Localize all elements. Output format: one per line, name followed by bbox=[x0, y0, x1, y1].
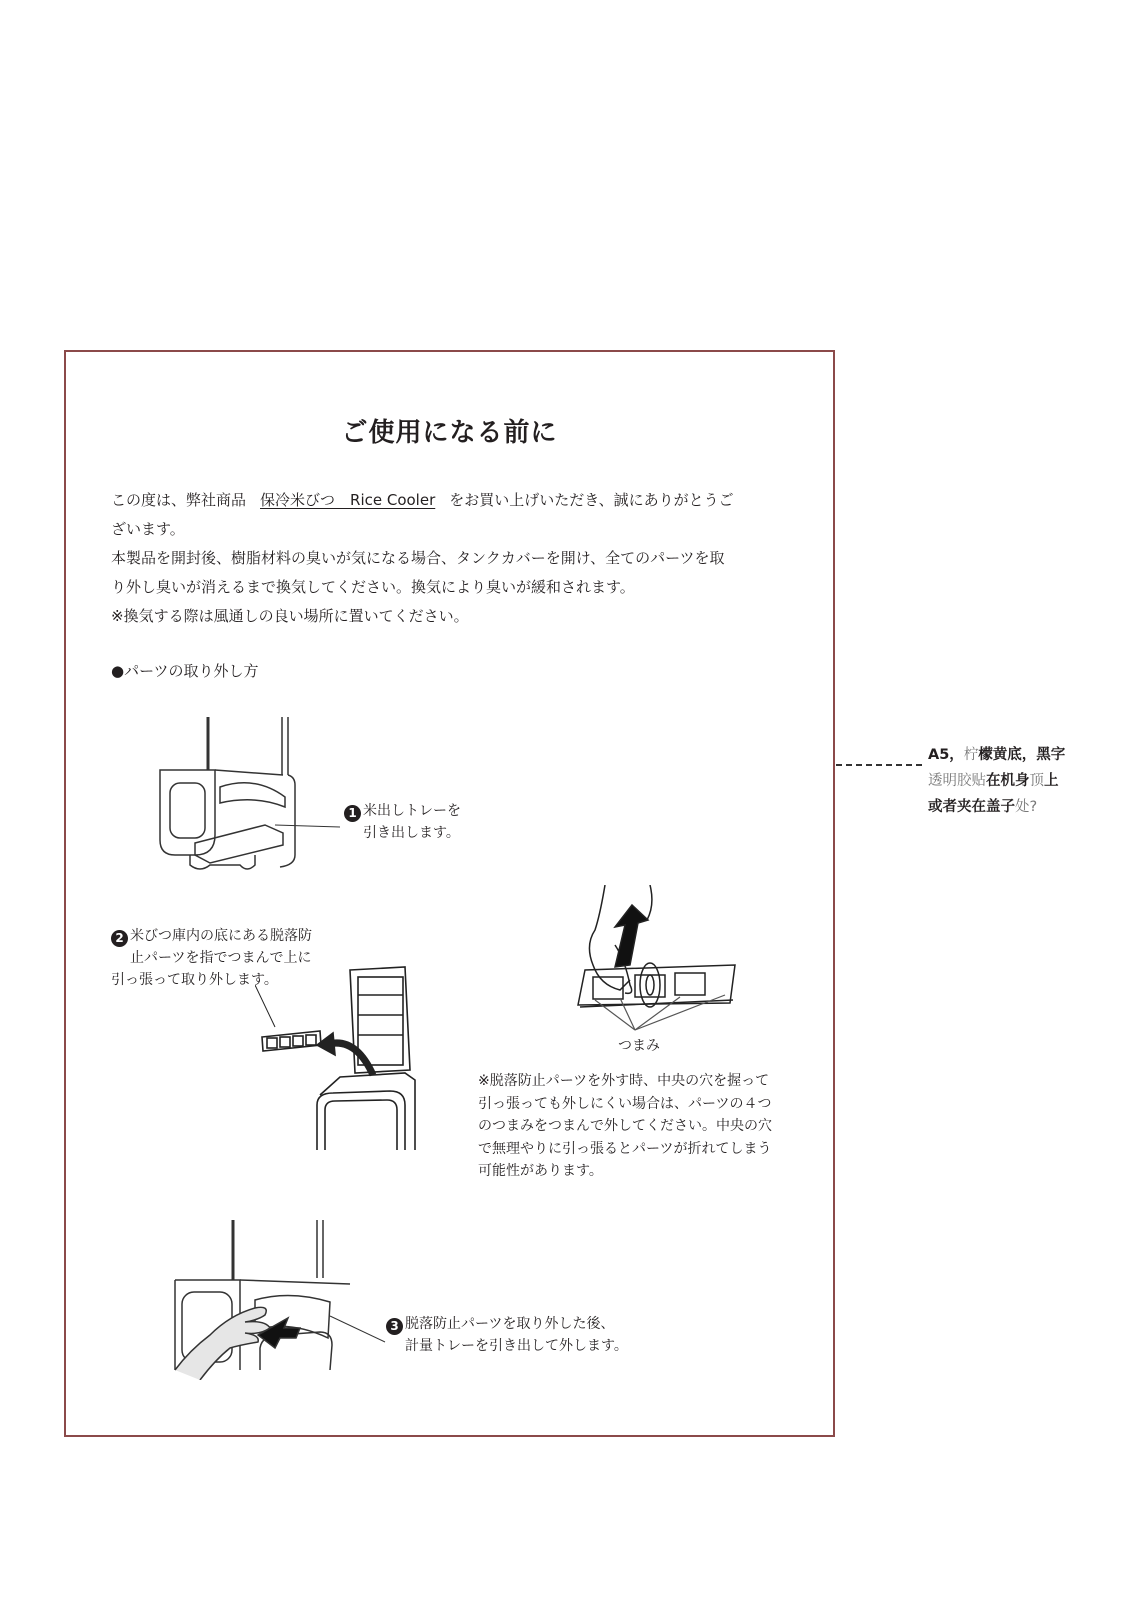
step-number-badge: 1 bbox=[344, 805, 361, 822]
hand-pulling-part-icon bbox=[575, 885, 745, 1035]
intro-line-5: ※換気する際は風通しの良い場所に置いてください。 bbox=[111, 607, 469, 625]
rice-dispenser-tray-icon bbox=[155, 715, 355, 875]
page-title: ご使用になる前に bbox=[341, 418, 558, 448]
intro-line-3: 本製品を開封後、樹脂材料の臭いが気になる場合、タンクカバーを開け、全てのパーツを取 bbox=[111, 549, 725, 567]
intro-line-1: この度は、弊社商品 保冷米びつ Rice Cooler をお買い上げいただき、誠にありがとうご bbox=[111, 491, 734, 509]
step-2: 2 米びつ庫内の底にある脱落防 止パーツを指でつまんで上に 引っ張って取り外します。 bbox=[111, 928, 312, 988]
rice-cooler-open-lid-icon bbox=[255, 965, 425, 1150]
hand-pulling-measuring-tray-icon bbox=[170, 1220, 390, 1380]
intro-line-4: り外し臭いが消えるまで換気してください。換気により臭いが緩和されます。 bbox=[111, 578, 635, 596]
annotation-leader-line bbox=[836, 764, 922, 766]
section-heading: ●パーツの取り外し方 bbox=[111, 662, 259, 680]
product-name: 保冷米びつ Rice Cooler bbox=[260, 491, 436, 509]
caution-note: ※脱落防止パーツを外す時、中央の穴を握って 引っ張っても外しにくい場合は、パーツの４つ のつまみをつまんで外してください。中央の穴 で無理やりに引っ張るとパーツが折れてしまう 可能性があります。 bbox=[478, 1073, 772, 1179]
side-annotation: A5，柠檬黄底，黑字 透明胶贴在机身顶上 或者夹在盖子处? bbox=[928, 747, 1066, 815]
step-number-badge: 3 bbox=[386, 1318, 403, 1335]
step-1: 1 米出しトレーを 引き出します。 bbox=[344, 800, 461, 844]
intro-line-2: ざいます。 bbox=[111, 520, 185, 538]
step-3: 3 脱落防止パーツを取り外した後、 計量トレーを引き出して外します。 bbox=[386, 1313, 628, 1357]
tsumami-caption: つまみ bbox=[618, 1038, 660, 1054]
intro-text bbox=[111, 486, 811, 631]
step-number-badge: 2 bbox=[111, 930, 128, 947]
